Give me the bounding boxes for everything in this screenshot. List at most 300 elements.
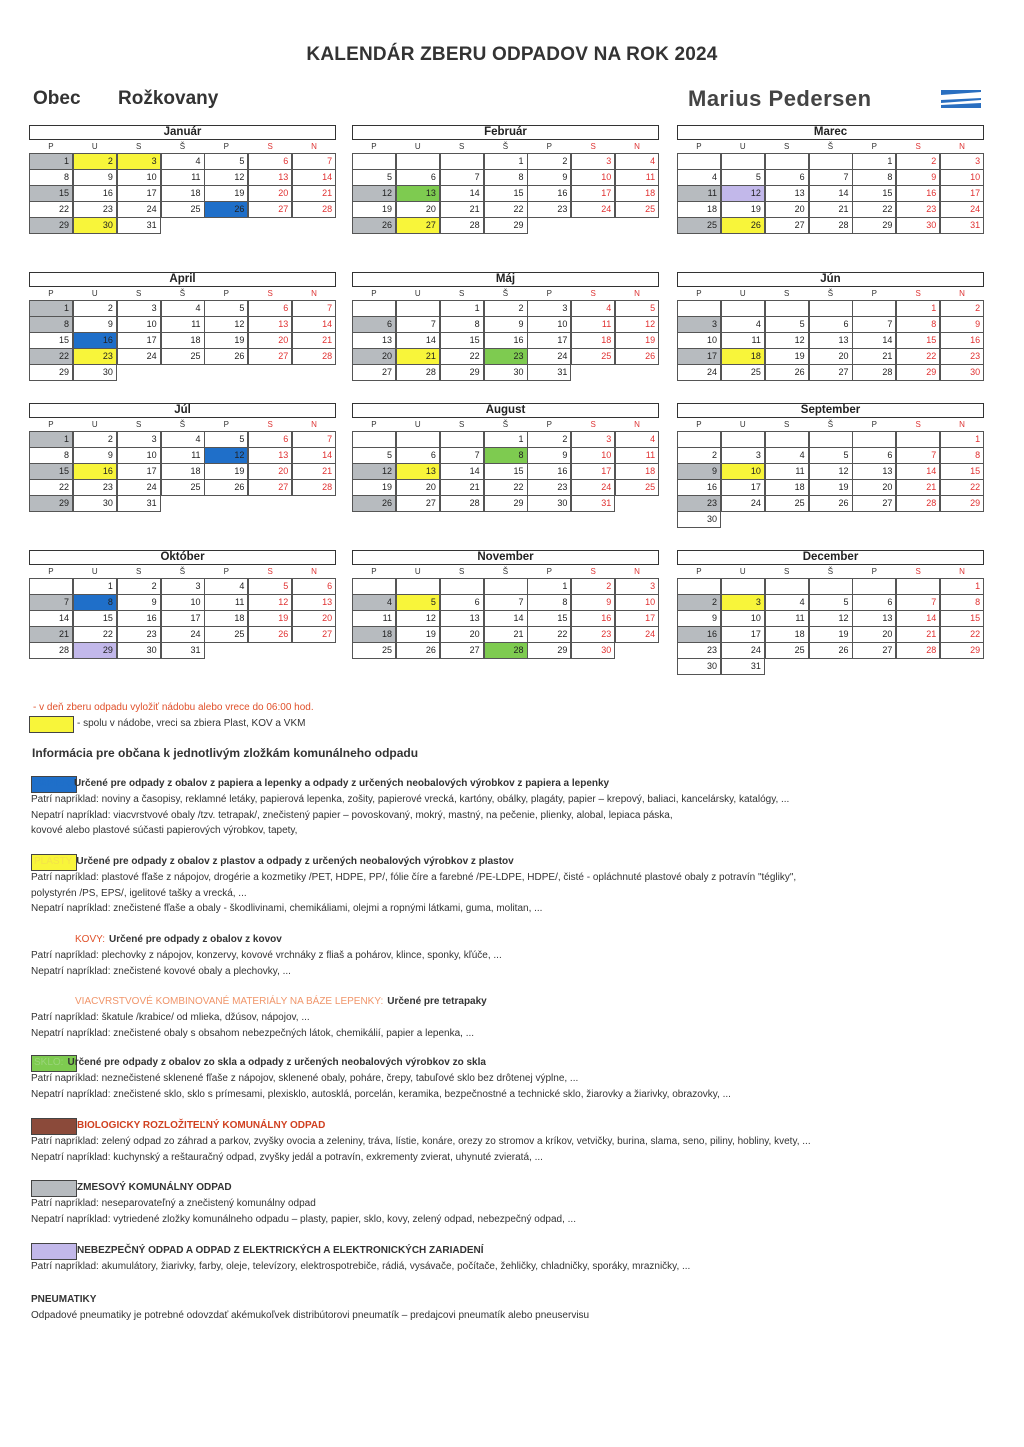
day-cell: 4 <box>765 447 809 464</box>
category-name: PAPIER <box>34 778 70 790</box>
day-cell: 20 <box>809 348 853 365</box>
day-cell: 23 <box>527 479 571 496</box>
day-cell: 25 <box>161 348 205 365</box>
month-6 <box>29 403 336 516</box>
section-line: Patrí napríklad: škatule /krabice/ od mlieka, džúsov, nápojov, ... <box>31 1012 310 1023</box>
day-cell: 1 <box>940 431 984 448</box>
day-cell: 9 <box>677 610 721 627</box>
day-cell: 10 <box>117 169 161 186</box>
day-cell: 4 <box>161 153 205 170</box>
section-title: NEBEZPEČNÝ ODPAD A ODPAD Z ELEKTRICKÝCH A ELEKTRONICKÝCH ZARIADENÍ <box>77 1245 484 1257</box>
weekday-header: P <box>371 567 377 576</box>
weekday-header: Š <box>179 142 186 151</box>
empty-cell <box>352 300 396 317</box>
day-cell: 14 <box>440 463 484 480</box>
empty-cell <box>440 431 484 448</box>
month-7 <box>352 403 659 516</box>
day-cell: 18 <box>615 185 659 202</box>
day-cell: 2 <box>896 153 940 170</box>
day-cell: 30 <box>527 495 571 512</box>
day-cell: 24 <box>571 479 615 496</box>
day-cell: 8 <box>484 447 528 464</box>
day-cell: 13 <box>440 610 484 627</box>
weekday-header: Š <box>502 142 509 151</box>
empty-cell <box>484 578 528 595</box>
day-cell: 6 <box>396 169 440 186</box>
day-cell: 9 <box>896 169 940 186</box>
day-cell: 24 <box>571 201 615 218</box>
day-cell: 8 <box>440 316 484 333</box>
weekday-header: S <box>590 420 596 429</box>
day-cell: 2 <box>73 300 117 317</box>
day-cell: 10 <box>571 447 615 464</box>
month-name: Máj <box>352 272 659 287</box>
weekday-header: S <box>915 420 921 429</box>
weekday-header: S <box>135 420 142 429</box>
day-cell: 13 <box>809 332 853 349</box>
day-cell: 24 <box>940 201 984 218</box>
yellow-legend-note: - spolu v nádobe, vreci sa zbiera Plast, KOV a VKM <box>77 718 306 729</box>
weekday-header: P <box>871 142 877 151</box>
section-title: Určené pre odpady z obalov z kovov <box>109 934 282 946</box>
day-cell: 28 <box>292 479 336 496</box>
weekday-header: Š <box>827 420 834 429</box>
day-cell: 11 <box>615 169 659 186</box>
empty-cell <box>440 153 484 170</box>
category-swatch <box>31 1118 77 1135</box>
day-cell: 28 <box>292 201 336 218</box>
empty-cell <box>396 300 440 317</box>
day-cell: 17 <box>161 610 205 627</box>
day-cell: 5 <box>396 594 440 611</box>
day-cell: 12 <box>765 332 809 349</box>
weekday-header-row <box>677 566 984 578</box>
month-3 <box>29 272 336 385</box>
day-cell: 5 <box>721 169 765 186</box>
day-cell: 21 <box>896 479 940 496</box>
weekday-header: N <box>311 567 317 576</box>
section-line: Patrí napríklad: noviny a časopisy, reklamné letáky, papierová lepenka, zošity, papierové vrecká, kartóny, obálky, plagáty, papier – krepový, baliaci, kancelársky, katalógy, ... <box>31 794 790 805</box>
day-cell: 25 <box>721 364 765 381</box>
day-cell: 4 <box>615 153 659 170</box>
day-cell: 18 <box>721 348 765 365</box>
month-name: April <box>29 272 336 287</box>
day-cell: 16 <box>677 479 721 496</box>
day-cell: 21 <box>852 348 896 365</box>
weekday-header: Š <box>502 567 509 576</box>
day-cell: 28 <box>396 364 440 381</box>
day-cell: 21 <box>440 479 484 496</box>
day-cell: 10 <box>940 169 984 186</box>
day-cell: 10 <box>721 463 765 480</box>
day-cell: 1 <box>852 153 896 170</box>
weekday-header: P <box>696 567 702 576</box>
empty-cell <box>721 578 765 595</box>
waste-section <box>31 1180 991 1227</box>
day-cell: 5 <box>248 578 292 595</box>
day-cell: 4 <box>677 169 721 186</box>
day-cell: 2 <box>73 431 117 448</box>
weekday-header: S <box>590 289 596 298</box>
weekday-header: S <box>267 420 273 429</box>
day-cell: 15 <box>484 463 528 480</box>
day-cell: 16 <box>73 185 117 202</box>
day-cell: 19 <box>721 201 765 218</box>
day-cell: 17 <box>117 463 161 480</box>
weekday-header: S <box>915 567 921 576</box>
day-cell: 4 <box>615 431 659 448</box>
day-cell: 16 <box>484 332 528 349</box>
day-cell: 13 <box>396 463 440 480</box>
day-cell: 25 <box>615 201 659 218</box>
day-cell: 4 <box>352 594 396 611</box>
empty-cell <box>765 153 809 170</box>
day-cell: 1 <box>896 300 940 317</box>
month-1 <box>352 125 659 238</box>
day-cell: 11 <box>765 463 809 480</box>
day-cell: 26 <box>352 495 396 512</box>
section-line: Nepatrí napríklad: znečistené kovové obaly a plechovky, ... <box>31 965 291 977</box>
section-line: Patrí napríklad: plechovky z nápojov, konzervy, kovové vrchnáky z fliaš a pohárov, klince, sponky, kľúče, ... <box>31 950 502 961</box>
day-cell: 16 <box>940 332 984 349</box>
day-cell: 26 <box>396 642 440 659</box>
day-cell: 1 <box>29 153 73 170</box>
section-line: Nepatrí napríklad: vytriedené zložky komunálneho odpadu – plasty, papier, sklo, kovy, zelený odpad, nebezpečný odpad, ... <box>31 1213 576 1225</box>
day-cell: 27 <box>292 626 336 643</box>
info-title: Informácia pre občana k jednotlivým zložkám komunálneho odpadu <box>32 746 419 760</box>
day-cell: 19 <box>396 626 440 643</box>
day-cell: 29 <box>940 495 984 512</box>
weekday-header: S <box>915 289 921 298</box>
weekday-header: U <box>414 420 421 429</box>
category-swatch <box>31 995 75 1010</box>
weekday-header: S <box>783 289 790 298</box>
day-cell: 11 <box>721 332 765 349</box>
weekday-header: N <box>311 142 317 151</box>
weekday-header: U <box>739 142 746 151</box>
empty-cell <box>721 300 765 317</box>
weekday-header-row <box>352 141 659 153</box>
day-cell: 1 <box>29 300 73 317</box>
month-name: Júl <box>29 403 336 418</box>
empty-cell <box>677 153 721 170</box>
day-cell: 25 <box>571 348 615 365</box>
day-cell: 17 <box>117 185 161 202</box>
day-cell: 18 <box>571 332 615 349</box>
section-line: Nepatrí napríklad: znečistené sklo, sklo s prímesami, plexisklo, autosklá, porcelán, keramika, bezpečnostné a technické sklo, žiarovky a žiarivky, obrazovky, ... <box>31 1088 731 1100</box>
day-cell: 16 <box>117 610 161 627</box>
day-cell: 8 <box>527 594 571 611</box>
day-cell: 15 <box>484 185 528 202</box>
day-cell: 3 <box>117 300 161 317</box>
day-cell: 10 <box>161 594 205 611</box>
day-cell: 3 <box>161 578 205 595</box>
day-cell: 15 <box>940 463 984 480</box>
weekday-header: S <box>267 567 273 576</box>
day-cell: 24 <box>721 642 765 659</box>
day-cell: 6 <box>852 447 896 464</box>
weekday-header: N <box>311 420 317 429</box>
day-cell: 31 <box>527 364 571 381</box>
weekday-header: S <box>267 289 273 298</box>
empty-cell <box>809 300 853 317</box>
day-cell: 25 <box>765 495 809 512</box>
section-title: BIOLOGICKY ROZLOŽITEĽNÝ KOMUNÁLNY ODPAD <box>77 1120 326 1132</box>
empty-cell <box>29 578 73 595</box>
section-heading <box>31 932 991 948</box>
day-cell: 12 <box>352 185 396 202</box>
day-cell: 7 <box>292 300 336 317</box>
day-cell: 9 <box>484 316 528 333</box>
weekday-header: P <box>546 420 552 429</box>
weekday-header: U <box>414 567 421 576</box>
day-cell: 14 <box>440 185 484 202</box>
day-cell: 12 <box>809 463 853 480</box>
month-days <box>352 578 659 663</box>
day-cell: 4 <box>721 316 765 333</box>
day-cell: 20 <box>352 348 396 365</box>
day-cell: 13 <box>248 169 292 186</box>
weekday-header: N <box>634 567 640 576</box>
day-cell: 18 <box>204 610 248 627</box>
day-cell: 22 <box>527 626 571 643</box>
day-cell: 5 <box>809 447 853 464</box>
day-cell: 27 <box>852 642 896 659</box>
day-cell: 31 <box>940 217 984 234</box>
day-cell: 29 <box>484 495 528 512</box>
month-name: Január <box>29 125 336 140</box>
weekday-header: U <box>739 420 746 429</box>
day-cell: 10 <box>117 447 161 464</box>
day-cell: 20 <box>440 626 484 643</box>
day-cell: 15 <box>29 463 73 480</box>
day-cell: 26 <box>248 626 292 643</box>
day-cell: 27 <box>248 348 292 365</box>
day-cell: 30 <box>940 364 984 381</box>
day-cell: 2 <box>527 153 571 170</box>
day-cell: 27 <box>809 364 853 381</box>
day-cell: 2 <box>940 300 984 317</box>
day-cell: 1 <box>484 431 528 448</box>
day-cell: 18 <box>161 463 205 480</box>
day-cell: 5 <box>204 431 248 448</box>
section-line: Patrí napríklad: neseparovateľný a znečistený komunálny odpad <box>31 1198 316 1209</box>
day-cell: 11 <box>677 185 721 202</box>
section-line: Nepatrí napríklad: znečistené fľaše a obaly - škodlivinami, chemikáliami, olejmi a ropnými látkami, guma, molitan, ... <box>31 903 543 914</box>
day-cell: 16 <box>896 185 940 202</box>
month-days <box>29 431 336 516</box>
day-cell: 12 <box>248 594 292 611</box>
day-cell: 2 <box>677 447 721 464</box>
section-line: kovové alebo plastové súčasti papierových výrobkov, tapety, <box>31 825 298 836</box>
section-title: Určené pre odpady z obalov z plastov a odpady z určených neobalových výrobkov z plastov <box>76 856 514 868</box>
day-cell: 24 <box>117 348 161 365</box>
weekday-header: U <box>739 289 746 298</box>
weekday-header: P <box>871 289 877 298</box>
weekday-header: N <box>959 420 965 429</box>
weekday-header: P <box>546 567 552 576</box>
day-cell: 27 <box>396 495 440 512</box>
weekday-header: N <box>634 420 640 429</box>
day-cell: 14 <box>852 332 896 349</box>
day-cell: 7 <box>292 431 336 448</box>
day-cell: 29 <box>852 217 896 234</box>
day-cell: 14 <box>484 610 528 627</box>
waste-section <box>31 1243 991 1275</box>
day-cell: 14 <box>292 316 336 333</box>
day-cell: 7 <box>809 169 853 186</box>
day-cell: 3 <box>117 431 161 448</box>
day-cell: 17 <box>117 332 161 349</box>
day-cell: 11 <box>204 594 248 611</box>
day-cell: 5 <box>352 169 396 186</box>
weekday-header: P <box>223 420 229 429</box>
day-cell: 29 <box>527 642 571 659</box>
day-cell: 22 <box>29 479 73 496</box>
day-cell: 22 <box>852 201 896 218</box>
day-cell: 17 <box>940 185 984 202</box>
day-cell: 2 <box>484 300 528 317</box>
weekday-header: U <box>91 567 98 576</box>
day-cell: 9 <box>117 594 161 611</box>
day-cell: 18 <box>765 479 809 496</box>
day-cell: 29 <box>29 495 73 512</box>
day-cell: 3 <box>571 431 615 448</box>
day-cell: 30 <box>571 642 615 659</box>
empty-cell <box>765 578 809 595</box>
month-10 <box>352 550 659 663</box>
weekday-header: U <box>91 420 98 429</box>
day-cell: 25 <box>204 626 248 643</box>
month-days <box>677 578 984 680</box>
day-cell: 2 <box>527 431 571 448</box>
page-title: KALENDÁR ZBERU ODPADOV NA ROK 2024 <box>306 44 718 65</box>
day-cell: 28 <box>896 642 940 659</box>
day-cell: 19 <box>809 479 853 496</box>
day-cell: 29 <box>896 364 940 381</box>
weekday-header-row <box>29 566 336 578</box>
day-cell: 21 <box>484 626 528 643</box>
weekday-header-row <box>29 419 336 431</box>
day-cell: 11 <box>161 169 205 186</box>
day-cell: 30 <box>677 658 721 675</box>
day-cell: 17 <box>615 610 659 627</box>
day-cell: 23 <box>940 348 984 365</box>
day-cell: 18 <box>161 332 205 349</box>
category-swatch <box>31 1243 77 1260</box>
weekday-header: P <box>546 289 552 298</box>
day-cell: 22 <box>940 479 984 496</box>
day-cell: 26 <box>204 479 248 496</box>
day-cell: 6 <box>352 316 396 333</box>
empty-cell <box>396 578 440 595</box>
weekday-header: S <box>267 142 273 151</box>
day-cell: 14 <box>29 610 73 627</box>
day-cell: 4 <box>161 431 205 448</box>
day-cell: 20 <box>852 479 896 496</box>
day-cell: 28 <box>809 217 853 234</box>
month-days <box>352 431 659 516</box>
weekday-header-row <box>29 141 336 153</box>
category-name: VIACVRSTVOVÉ KOMBINOVANÉ MATERIÁLY NA BÁZE LEPENKY: <box>75 996 384 1008</box>
day-cell: 16 <box>571 610 615 627</box>
day-cell: 20 <box>396 479 440 496</box>
day-cell: 21 <box>292 463 336 480</box>
legend-yellow-swatch <box>29 716 74 733</box>
day-cell: 22 <box>29 348 73 365</box>
waste-section <box>31 776 991 839</box>
day-cell: 12 <box>352 463 396 480</box>
section-line: Patrí napríklad: zelený odpad zo záhrad a parkov, zvyšky ovocia a zeleniny, tráva, lístie, konáre, orezy zo stromov a kríkov, vetvičky, burina, slama, seno, piliny, hobliny, kvety, ... <box>31 1136 811 1147</box>
day-cell: 6 <box>809 316 853 333</box>
weekday-header: Š <box>502 289 509 298</box>
day-cell: 23 <box>527 201 571 218</box>
weekday-header: P <box>696 289 702 298</box>
day-cell: 1 <box>527 578 571 595</box>
day-cell: 16 <box>677 626 721 643</box>
day-cell: 26 <box>352 217 396 234</box>
day-cell: 13 <box>852 610 896 627</box>
weekday-header: S <box>783 142 790 151</box>
day-cell: 3 <box>615 578 659 595</box>
weekday-header: N <box>959 142 965 151</box>
month-name: September <box>677 403 984 418</box>
day-cell: 9 <box>940 316 984 333</box>
day-cell: 10 <box>527 316 571 333</box>
day-cell: 14 <box>809 185 853 202</box>
weekday-header: P <box>223 567 229 576</box>
collection-time-note: - v deň zberu odpadu vyložiť nádobu alebo vrece do 06:00 hod. <box>33 702 314 713</box>
day-cell: 19 <box>248 610 292 627</box>
day-cell: 5 <box>352 447 396 464</box>
day-cell: 23 <box>571 626 615 643</box>
day-cell: 25 <box>677 217 721 234</box>
empty-cell <box>896 431 940 448</box>
section-title: PNEUMATIKY <box>31 1294 97 1306</box>
day-cell: 9 <box>73 316 117 333</box>
day-cell: 7 <box>396 316 440 333</box>
day-cell: 16 <box>527 185 571 202</box>
day-cell: 14 <box>292 447 336 464</box>
day-cell: 5 <box>809 594 853 611</box>
day-cell: 31 <box>571 495 615 512</box>
month-days <box>677 300 984 385</box>
day-cell: 9 <box>73 169 117 186</box>
day-cell: 7 <box>896 447 940 464</box>
month-2 <box>677 125 984 238</box>
category-name: KOVY: <box>75 934 106 946</box>
day-cell: 6 <box>765 169 809 186</box>
month-days <box>29 153 336 238</box>
day-cell: 15 <box>940 610 984 627</box>
empty-cell <box>852 300 896 317</box>
day-cell: 8 <box>29 169 73 186</box>
section-title: Určené pre tetrapaky <box>387 996 487 1008</box>
weekday-header: P <box>223 289 229 298</box>
day-cell: 7 <box>440 447 484 464</box>
day-cell: 16 <box>73 463 117 480</box>
day-cell: 24 <box>721 495 765 512</box>
day-cell: 8 <box>852 169 896 186</box>
day-cell: 20 <box>765 201 809 218</box>
weekday-header: P <box>48 142 54 151</box>
section-line: Patrí napríklad: neznečistené sklenené fľaše z nápojov, sklenené obaly, poháre, črepy, tabuľové sklo bez drôtenej výplne, ... <box>31 1073 579 1084</box>
weekday-header: P <box>696 142 702 151</box>
weekday-header: U <box>91 142 98 151</box>
empty-cell <box>809 578 853 595</box>
day-cell: 7 <box>484 594 528 611</box>
day-cell: 13 <box>852 463 896 480</box>
